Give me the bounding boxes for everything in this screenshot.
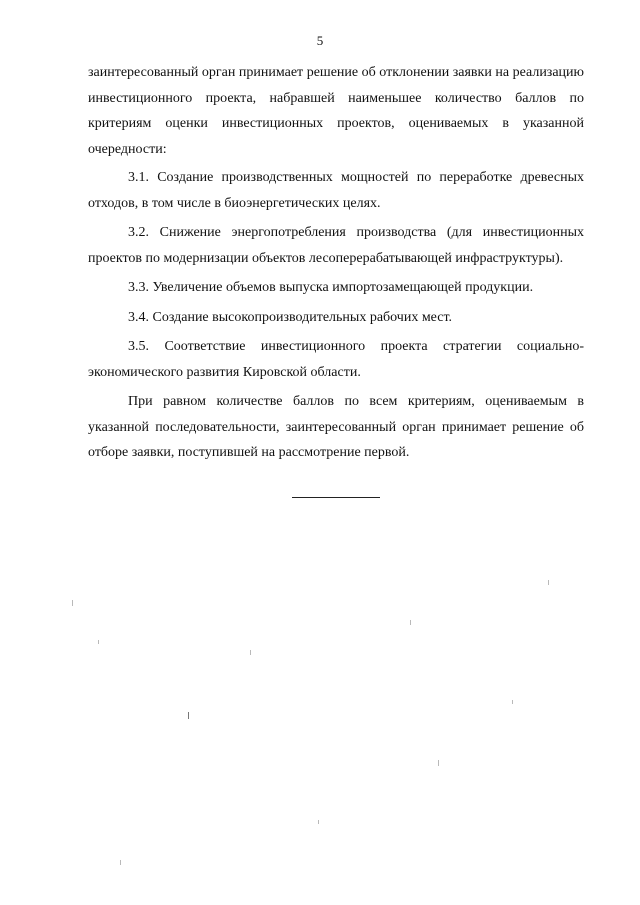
criterion-3-3: 3.3. Увеличение объемов выпуска импортозамещающей продукции. [128,280,534,295]
end-divider-line [292,497,380,498]
criterion-3-2: 3.2. Снижение энергопотребления производства (для инвестиционных проектов по модернизации объектов лесоперерабатывающей инфраструктуры). [88,225,584,266]
scan-speck [120,860,121,865]
paragraph-tie-rule: При равном количестве баллов по всем критериям, оцениваемым в указанной последовательности, заинтересованный орган принимает решение об отборе заявки, поступившей на рассмотрение первой. [88,394,584,460]
scan-speck [318,820,319,824]
paragraph-intro: заинтересованный орган принимает решение об отклонении заявки на реализацию инвестиционного проекта, набравшей наименьшее количество баллов по критериям оценки инвестиционных проектов, оцениваемых в указанной очередности: [88,65,584,157]
scan-speck [250,650,251,655]
scan-speck [72,600,73,606]
document-body [88,60,584,466]
scan-speck [512,700,513,704]
scan-speck [410,620,411,625]
criterion-3-4: 3.4. Создание высокопроизводительных рабочих мест. [128,309,453,325]
criterion-3-1: 3.1. Создание производственных мощностей по переработке древесных отходов, в том числе в биоэнергетических целях. [88,170,584,211]
scan-speck [548,580,549,585]
criterion-3-5: 3.5. Соответствие инвестиционного проекта стратегии социально-экономического развития Кировской области. [88,339,584,380]
scan-speck [438,760,439,766]
page-number: 5 [316,33,324,48]
scan-speck [98,640,99,644]
scan-speck [188,712,189,719]
